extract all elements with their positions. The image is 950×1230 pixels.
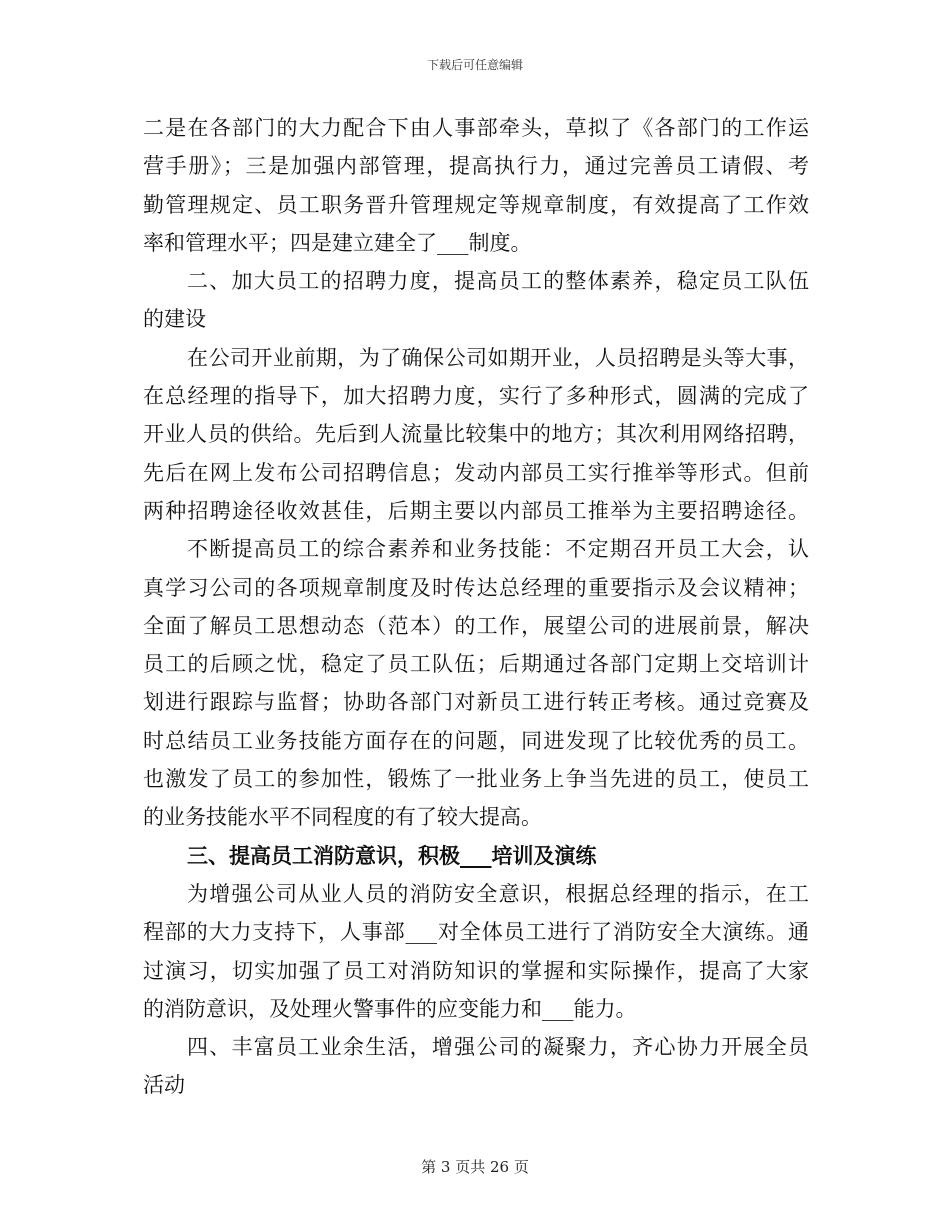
- text-line: 在公司开业前期，为了确保公司如期开业，人员招聘是头等大事，: [187, 345, 809, 370]
- text-line: 开业人员的供给。先后到人流量比较集中的地方；其次利用网络招聘，: [143, 422, 809, 447]
- text-line: 为增强公司从业人员的消防安全意识，根据总经理的指示，在工: [187, 881, 809, 906]
- text-line: 过演习，切实加强了员工对消防知识的掌握和实际操作，提高了大家: [143, 958, 809, 983]
- text-line: 时总结员工业务技能方面存在的问题，同进发现了比较优秀的员工。: [143, 728, 809, 753]
- text-line: 的消防意识，及处理火警事件的应变能力和___能力。: [143, 996, 637, 1021]
- text-line: 勤管理规定、员工职务晋升管理规定等规章制度，有效提高了工作效: [143, 192, 809, 217]
- text-line: 活动: [143, 1073, 185, 1098]
- text-line: 也激发了员工的参加性，锻炼了一批业务上争当先进的员工，使员工: [143, 767, 809, 792]
- section-heading-line: 三、提高员工消防意识，积极___培训及演练: [187, 842, 597, 868]
- text-line: 两种招聘途径收效甚佳，后期主要以内部员工推举为主要招聘途径。: [143, 498, 809, 523]
- text-line: 率和管理水平；四是建立建全了___制度。: [143, 230, 532, 255]
- text-line: 在总经理的指导下，加大招聘力度，实行了多种形式，圆满的完成了: [143, 384, 809, 409]
- text-line: 员工的后顾之忧，稳定了员工队伍；后期通过各部门定期上交培训计: [143, 652, 809, 677]
- text-line: 先后在网上发布公司招聘信息；发动内部员工实行推举等形式。但前: [143, 460, 809, 485]
- text-line: 划进行跟踪与监督；协助各部门对新员工进行转正考核。通过竞赛及: [143, 690, 809, 715]
- text-line: 全面了解员工思想动态（范本）的工作，展望公司的进展前景，解决: [143, 613, 809, 638]
- text-line: 真学习公司的各项规章制度及时传达总经理的重要指示及会议精神；: [143, 575, 809, 600]
- text-line: 不断提高员工的综合素养和业务技能：不定期召开员工大会，认: [187, 537, 809, 562]
- text-line: 二是在各部门的大力配合下由人事部牵头，草拟了《各部门的工作运: [143, 116, 809, 140]
- document-body: [143, 109, 809, 1105]
- text-line: 营手册》；三是加强内部管理，提高执行力，通过完善员工请假、考: [143, 154, 809, 179]
- text-line: 二、加大员工的招聘力度，提高员工的整体素养，稳定员工队伍: [187, 269, 809, 294]
- text-line: 四、丰富员工业余生活，增强公司的凝聚力，齐心协力开展全员: [187, 1035, 809, 1060]
- text-line: 的业务技能水平不同程度的有了较大提高。: [143, 805, 542, 830]
- page-footer: 第 3 页共 26 页: [421, 1158, 529, 1176]
- text-line: 程部的大力支持下，人事部___对全体员工进行了消防安全大演练。通: [143, 920, 809, 945]
- text-line: 的建设: [143, 307, 206, 332]
- page-header: 下载后可任意编辑: [426, 58, 523, 72]
